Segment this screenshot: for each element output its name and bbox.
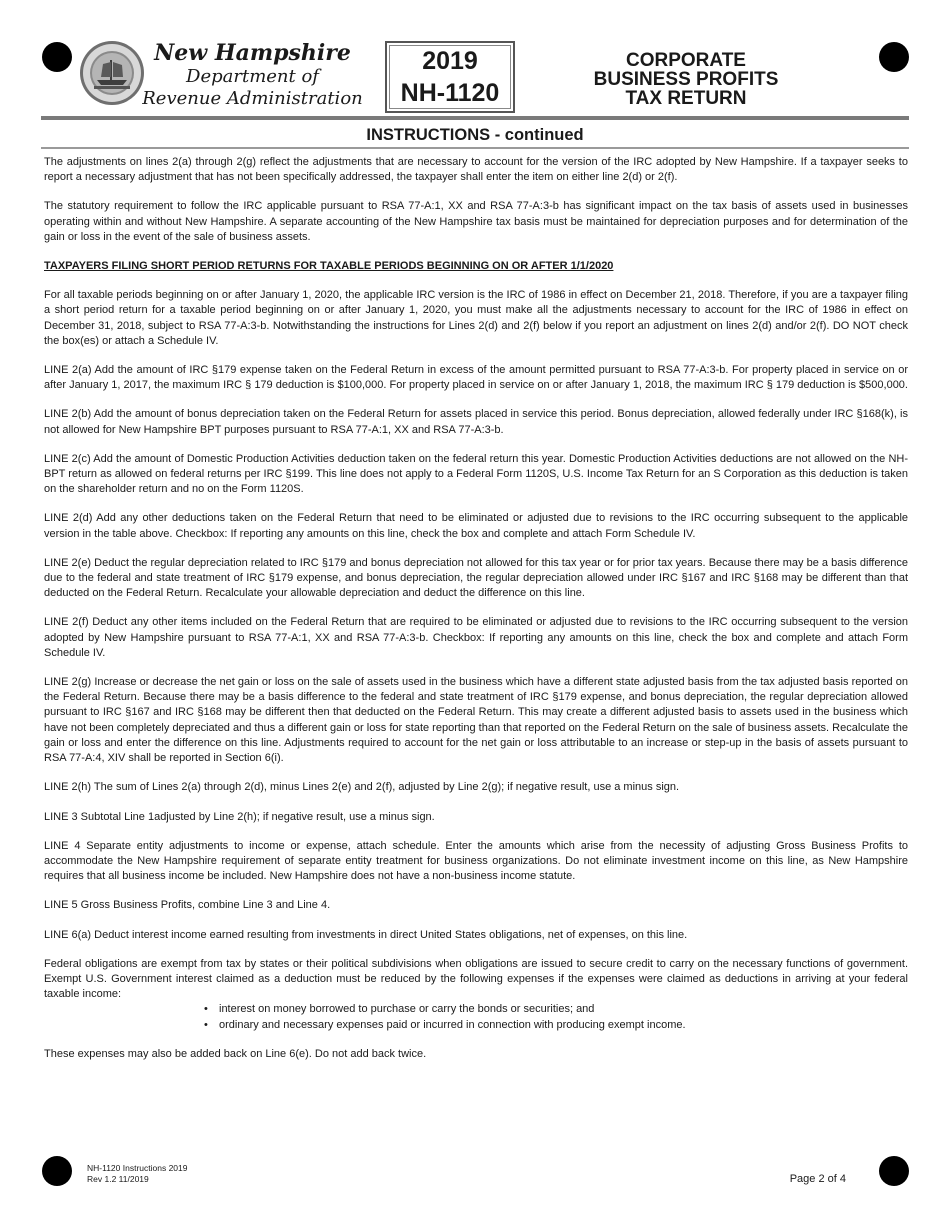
header-divider xyxy=(41,116,909,120)
paragraph: These expenses may also be added back on Line 6(e). Do not add back twice. xyxy=(44,1047,427,1060)
registration-mark-icon xyxy=(42,42,72,72)
section-title: INSTRUCTIONS - continued xyxy=(366,126,584,144)
agency-line-3: Revenue Administration xyxy=(142,88,363,109)
line-2h-instruction: LINE 2(h) The sum of Lines 2(a) through 2(d), minus Lines 2(e) and 2(f), adjusted by Line 2(g); if negative result, use a minus sign. xyxy=(44,781,680,794)
registration-mark-icon xyxy=(879,1156,909,1186)
return-title xyxy=(575,51,797,108)
instructions-body xyxy=(44,155,908,1062)
agency-name xyxy=(140,40,365,110)
state-seal-icon xyxy=(79,40,145,106)
line-2c-instruction: LINE 2(c) Add the amount of Domestic Production Activities deduction taken on the federal return this year. Domestic Production Activities deductions are not allowed on the NH-BPT return as allowed on federal returns per IRC §199. This line does not apply to a Federal Form 1120S, U.S. Income Tax Return for an S Corporation as this deduction is taken on the shareholder return and no on the Form 1120S. xyxy=(44,452,908,496)
paragraph: The statutory requirement to follow the IRC applicable pursuant to RSA 77-A:1, XX and RSA 77-A:3-b has significant impact on the tax basis of assets used in businesses operating within and without New Hampshire. A separate accounting of the New Hampshire tax basis must be maintained for depreciation purposes and for determination of the gain or loss in the event of the sale of business assets. xyxy=(44,200,908,243)
footer-form-info xyxy=(87,1163,187,1185)
form-year: 2019 xyxy=(422,47,478,75)
return-title-line-3: TAX RETURN xyxy=(625,88,747,109)
return-title-line-1: CORPORATE xyxy=(626,50,746,71)
paragraph: Federal obligations are exempt from tax by states or their political subdivisions when obligations are issued to secure credit to carry on the necessary functions of government. Exempt U.S. Government interest claimed as a deduction must be reduced by the following expenses if the expenses were claimed as deductions in arriving at your federal taxable income: xyxy=(44,957,908,1001)
line-3-instruction: LINE 3 Subtotal Line 1adjusted by Line 2(h); if negative result, use a minus sign. xyxy=(44,810,435,823)
footer-revision: Rev 1.2 11/2019 xyxy=(87,1174,149,1184)
subheading: TAXPAYERS FILING SHORT PERIOD RETURNS FOR TAXABLE PERIODS BEGINNING ON OR AFTER 1/1/2020 xyxy=(44,260,614,273)
line-2b-instruction: LINE 2(b) Add the amount of bonus depreciation taken on the Federal Return for assets placed in service this period. Bonus depreciation, allowed federally under IRC §168(k), is not allowed for New Hampshire BPT purposes pursuant to RSA 77-A:1, XX and RSA 77-A:3-b. xyxy=(44,408,908,436)
paragraph: The adjustments on lines 2(a) through 2(g) reflect the adjustments that are necessary to account for the version of the IRC adopted by New Hampshire. If a taxpayer seeks to report a necessary adjustment that has not been specifically addressed, the taxpayer shall enter the item on either line 2(d) or 2(f). xyxy=(44,156,908,184)
paragraph: For all taxable periods beginning on or after January 1, 2020, the applicable IRC version is the IRC of 1986 in effect on December 21, 2018. Therefore, if you are a taxpayer filing a short period return for a taxable period beginning on or after January 1, 2020, you must make all the adjustments necessary to account for the IRC of 1986 in effect on December 31, 2018, subject to RSA 77-A:3-b. Notwithstanding the instructions for Lines 2(d) and 2(f) below if you report an adjustment on lines 2(d) and/or 2(f). DO NOT check the box(es) or attach a Schedule IV. xyxy=(44,289,908,347)
return-title-line-2: BUSINESS PROFITS xyxy=(593,69,779,90)
form-number: NH-1120 xyxy=(400,79,500,107)
line-2d-instruction: LINE 2(d) Add any other deductions taken on the Federal Return that need to be eliminated or adjusted due to revisions to the IRC occurring subsequent to the applicable version in the table above. Checkbox: If reporting any amounts on this line, check the box and complete and attach Form Schedule IV. xyxy=(44,512,908,540)
registration-mark-icon xyxy=(42,1156,72,1186)
agency-line-2: Department of xyxy=(186,66,319,87)
expense-list xyxy=(204,1002,908,1032)
footer-form-label: NH-1120 Instructions 2019 xyxy=(87,1163,188,1173)
agency-line-1: New Hampshire xyxy=(154,40,351,66)
line-2f-instruction: LINE 2(f) Deduct any other items included on the Federal Return that are required to be eliminated or adjusted due to revisions to the IRC occurring subsequent to the version adopted by New Hampshire pursuant to RSA 77-A:1, XX and RSA 77-A:3-b. Checkbox: If reporting any amounts on this line, check the box and complete and attach Form Schedule IV. xyxy=(44,616,908,659)
line-4-instruction: LINE 4 Separate entity adjustments to income or expense, attach schedule. Enter the amounts which arise from the necessity of adjusting Gross Business Profits to accommodate the New Hampshire requirement of separate entity treatment for business organizations. Do not eliminate investment income on this line, as New Hampshire requires that all business income be included. New Hampshire does not have a non-business income statute. xyxy=(44,839,908,883)
line-2e-instruction: LINE 2(e) Deduct the regular depreciation related to IRC §179 and bonus depreciation not allowed for this tax year or for prior tax years. Because there may be a basis difference due to the federal and state treatment of IRC §179 expense, and bonus depreciation, the regular depreciation allowed under IRC §167 and IRC §168 may be different than that deducted on the Federal Return. Recalculate your allowable depreciation and deduct the difference on this line. xyxy=(44,556,908,600)
form-number-box xyxy=(385,41,515,113)
line-2g-instruction: LINE 2(g) Increase or decrease the net gain or loss on the sale of assets used in the business which have a different state adjusted basis from the tax adjusted basis reported on the Federal Return. Because there may be a basis difference to the federal and state treatment of IRC §179 expense, and bonus depreciation, the regular depreciation allowed pursuant to IRC §167 and IRC §168 may be different then that deducted on the Federal Return. This may create a different adjusted basis to assets used in the business which have not been completely depreciated and thus a different gain or loss for state reporting than that reported on the Federal Return on the sale of business assets. Recalculate the gain or loss and enter the difference on this line. Adjustments required to account for the net gain or loss attributable to an increase or step-up in the basis of assets pursuant to RSA 77-A:4, XIV shall be reported in Section 6(i). xyxy=(44,676,908,765)
line-5-instruction: LINE 5 Gross Business Profits, combine Line 3 and Line 4. xyxy=(44,899,331,912)
page-number: Page 2 of 4 xyxy=(789,1173,846,1185)
line-6a-instruction: LINE 6(a) Deduct interest income earned resulting from investments in direct United States obligations, net of expenses, on this line. xyxy=(44,928,688,941)
line-2a-instruction: LINE 2(a) Add the amount of IRC §179 expense taken on the Federal Return in excess of the amount permitted pursuant to RSA 77-A:3-b. For property placed in service on or after January 1, 2017, the maximum IRC § 179 deduction is $100,000. For property placed in service on or after January 1, 2018, the maximum IRC § 179 deduction is $500,000. xyxy=(44,364,908,392)
list-item: • ordinary and necessary expenses paid or incurred in connection with producing exempt income. xyxy=(204,1018,908,1033)
registration-mark-icon xyxy=(879,42,909,72)
section-divider xyxy=(41,147,909,149)
list-item: • interest on money borrowed to purchase or carry the bonds or securities; and xyxy=(204,1002,908,1017)
